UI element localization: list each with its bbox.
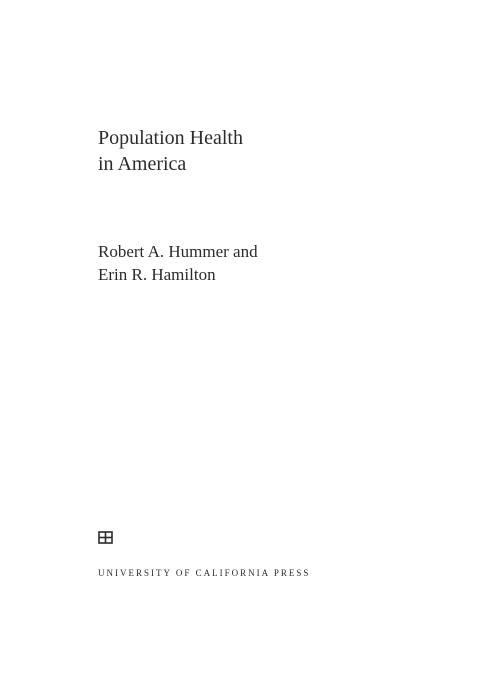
author-line-2: Erin R. Hamilton (98, 265, 216, 284)
book-title-line-2: in America (98, 153, 187, 175)
book-title-line-1: Population Health (98, 127, 243, 149)
ucpress-logo-icon (98, 531, 113, 544)
publisher-name: UNIVERSITY OF CALIFORNIA PRESS (98, 568, 311, 578)
author-line-1: Robert A. Hummer and (98, 242, 258, 261)
